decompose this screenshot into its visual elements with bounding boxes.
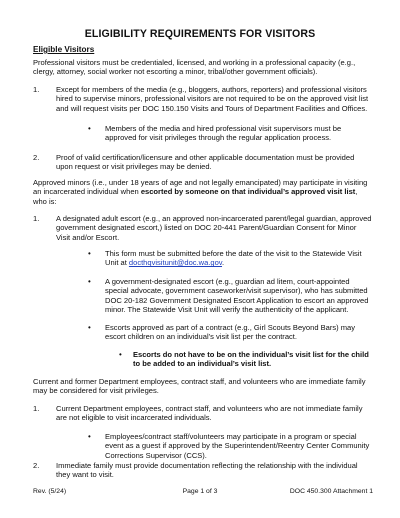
bullet-text-end: . xyxy=(222,258,225,268)
intro-paragraph: Professional visitors must be credentialed, licensed, and working in a professional capacity (e.g., clergy, attorney, social worker not escorting a minor, tribal/other government officials). xyxy=(33,58,356,77)
bullet-item: Employees/contract staff/volunteers may participate in a program or special event as a guest if approved by the Superintendent/Reentry Center Community Corrections Supervisor (CCS). xyxy=(105,432,370,460)
bullet-item xyxy=(105,249,373,268)
bullet-item: Escorts approved as part of a contract (e.g., Girl Scouts Beyond Bars) may escort children on an individual’s visit list per the contract. xyxy=(105,323,355,342)
footer-doc-id: DOC 450.300 Attachment 1 xyxy=(289,488,373,495)
footer-revision: Rev. (5/24) xyxy=(33,488,67,495)
bullet-icon: • xyxy=(88,432,91,441)
minors-intro-emphasis: escorted by someone on that individual’s approved visit list xyxy=(140,187,356,197)
bullet-icon: • xyxy=(88,124,91,133)
list-item: Current Department employees, contract staff, and volunteers who are not immediate family are not eligible to visit incarcerated individuals. xyxy=(56,404,363,423)
sub-bullet-item: Escorts do not have to be on the individual’s visit list for the child to be added to an individual’s visit list. xyxy=(133,350,369,369)
bullet-icon: • xyxy=(88,323,91,332)
minors-intro-paragraph xyxy=(33,178,373,206)
section-heading: Eligible Visitors xyxy=(33,45,95,54)
list-item: Except for members of the media (e.g., bloggers, authors, reporters) and professional visitors hired to supervise minors, professional visitors are not required to be on the approved visit list and will request visits per DOC 150.150 Visits and Tours of Department Facilities and Offices. xyxy=(56,85,369,113)
page-title: ELIGIBILITY REQUIREMENTS FOR VISITORS xyxy=(84,28,316,40)
minors-intro-text: Approved minors (i.e., under 18 years of age and not legally emancipated) may participate in visiting an incarcerated individual when xyxy=(33,178,368,197)
bullet-icon: • xyxy=(88,249,91,258)
bullet-icon: • xyxy=(119,350,122,359)
list-item: Immediate family must provide documentation reflecting the relationship with the individual they want to visit. xyxy=(56,461,358,480)
staff-intro-paragraph: Current and former Department employees, contract staff, and volunteers who are immediate family may be considered for visit privileges. xyxy=(33,377,366,396)
email-link[interactable]: docthqvisitunit@doc.wa.gov xyxy=(128,258,223,268)
item-number: 1. xyxy=(33,214,40,223)
bullet-icon: • xyxy=(88,277,91,286)
list-item: A designated adult escort (e.g., an approved non-incarcerated parent/legal guardian, approved government designated escort,) listed on DOC 20-441 Parent/Guardian Consent for Minor Visit and/or Escort. xyxy=(56,214,372,242)
minors-intro-tail: , who is: xyxy=(33,187,358,206)
item-number: 2. xyxy=(33,153,40,162)
item-number: 1. xyxy=(33,404,40,413)
item-number: 1. xyxy=(33,85,40,94)
bullet-text: This form must be submitted before the date of the visit to the Statewide Visit Unit at xyxy=(105,249,362,268)
bullet-item: A government-designated escort (e.g., guardian ad litem, court-appointed special advocate, government caseworker/visit supervisor), who has submitted DOC 20-182 Government Designated Escort Application to escort an approved minor. The Statewide Visit Unit will verify the authenticity of the applicant. xyxy=(105,277,369,314)
list-item: Proof of valid certification/licensure and other applicable documentation must be provided upon request or visit privileges may be denied. xyxy=(56,153,355,172)
bullet-item: Members of the media and hired professional visit supervisors must be approved for visit privileges through the regular application process. xyxy=(105,124,342,143)
item-number: 2. xyxy=(33,461,40,470)
footer-page-number: Page 1 of 3 xyxy=(182,488,218,495)
